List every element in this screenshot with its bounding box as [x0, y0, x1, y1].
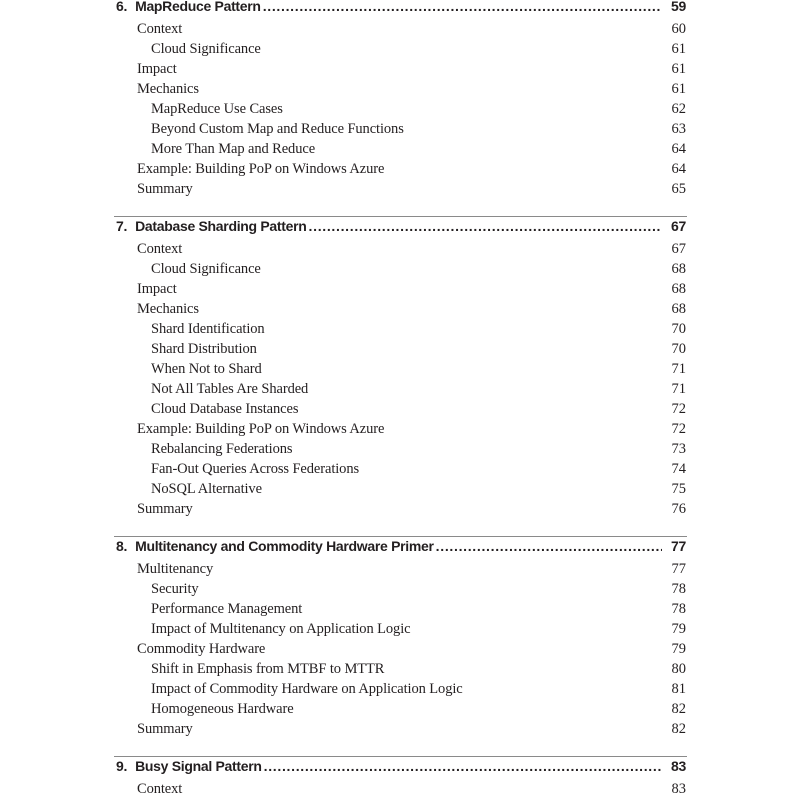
entry-page-number: 79	[671, 621, 686, 637]
entry-page-number: 73	[671, 441, 686, 457]
entry-title: Example: Building PoP on Windows Azure	[137, 421, 385, 437]
entry-title: Shard Distribution	[151, 341, 257, 357]
entry-page-number: 71	[671, 361, 686, 377]
chapter-number: 9.	[116, 758, 128, 774]
entry-page-number: 70	[671, 341, 686, 357]
entry-page-number: 79	[671, 641, 686, 657]
entry-title: Summary	[137, 181, 193, 197]
entry-page-number: 72	[671, 421, 686, 437]
entry-page-number: 82	[671, 721, 686, 737]
entry-page-number: 68	[671, 281, 686, 297]
entry-page-number: 65	[671, 181, 686, 197]
entry-page-number: 61	[671, 41, 686, 57]
entry-title: More Than Map and Reduce	[151, 141, 316, 157]
entry-title: Mechanics	[137, 301, 199, 317]
chapter-divider	[114, 536, 687, 537]
entry-title: Rebalancing Federations	[151, 441, 293, 457]
entry-title: Fan-Out Queries Across Federations	[151, 461, 360, 477]
entry-page-number: 68	[671, 261, 686, 277]
entry-title: Example: Building PoP on Windows Azure	[137, 161, 385, 177]
entry-page-number: 70	[671, 321, 686, 337]
entry-page-number: 80	[671, 661, 686, 677]
entry-page-number: 81	[671, 681, 686, 697]
entry-title: Mechanics	[137, 81, 199, 97]
entry-title: Cloud Database Instances	[151, 401, 299, 417]
chapter-heading[interactable]	[116, 758, 686, 780]
dot-leader	[309, 218, 662, 234]
chapter-number: 6.	[116, 0, 128, 14]
entry-page-number: 64	[671, 161, 686, 177]
entry-title: Cloud Significance	[151, 41, 261, 57]
entry-title: Beyond Custom Map and Reduce Functions	[151, 121, 404, 137]
entry-page-number: 77	[671, 561, 686, 577]
chapter-heading[interactable]	[116, 538, 686, 560]
entry-page-number: 83	[671, 781, 686, 797]
chapter-page-number: 59	[671, 0, 686, 14]
dot-leader	[263, 0, 662, 14]
entry-page-number: 64	[671, 141, 686, 157]
chapter-title: Multitenancy and Commodity Hardware Primer	[135, 538, 434, 554]
entry-page-number: 63	[671, 121, 686, 137]
chapter-divider	[114, 216, 687, 217]
entry-page-number: 82	[671, 701, 686, 717]
chapter-title: Busy Signal Pattern	[135, 758, 262, 774]
entry-title: Context	[137, 241, 183, 257]
entry-title: Homogeneous Hardware	[151, 701, 294, 717]
entry-page-number: 68	[671, 301, 686, 317]
entry-title: Not All Tables Are Sharded	[151, 381, 309, 397]
entry-page-number: 62	[671, 101, 686, 117]
toc-entry[interactable]	[0, 181, 800, 209]
entry-page-number: 72	[671, 401, 686, 417]
entry-title: Multitenancy	[137, 561, 214, 577]
entry-title: NoSQL Alternative	[151, 481, 262, 497]
entry-page-number: 76	[671, 501, 686, 517]
entry-title: Commodity Hardware	[137, 641, 266, 657]
entry-page-number: 67	[671, 241, 686, 257]
entry-title: Cloud Significance	[151, 261, 261, 277]
entry-page-number: 78	[671, 601, 686, 617]
entry-title: Impact	[137, 61, 177, 77]
chapter-page-number: 77	[671, 538, 686, 554]
entry-title: Impact of Commodity Hardware on Application Logic	[151, 681, 463, 697]
entry-page-number: 60	[671, 21, 686, 37]
entry-page-number: 78	[671, 581, 686, 597]
chapter-number: 8.	[116, 538, 128, 554]
entry-page-number: 61	[671, 61, 686, 77]
toc-entry[interactable]	[0, 721, 800, 749]
entry-page-number: 74	[671, 461, 686, 477]
entry-title: Security	[151, 581, 199, 597]
chapter-heading[interactable]	[116, 218, 686, 240]
chapter-divider	[114, 756, 687, 757]
entry-title: Context	[137, 21, 183, 37]
entry-title: Summary	[137, 501, 193, 517]
chapter-heading[interactable]	[116, 0, 686, 20]
entry-title: Impact of Multitenancy on Application Logic	[151, 621, 411, 637]
entry-title: Shard Identification	[151, 321, 265, 337]
entry-title: Impact	[137, 281, 177, 297]
entry-page-number: 61	[671, 81, 686, 97]
entry-title: Performance Management	[151, 601, 303, 617]
entry-page-number: 71	[671, 381, 686, 397]
dot-leader	[436, 538, 662, 554]
entry-title: Summary	[137, 721, 193, 737]
entry-title: Shift in Emphasis from MTBF to MTTR	[151, 661, 385, 677]
chapter-title: MapReduce Pattern	[135, 0, 261, 14]
toc-entry[interactable]	[0, 781, 800, 809]
chapter-title: Database Sharding Pattern	[135, 218, 307, 234]
entry-title: MapReduce Use Cases	[151, 101, 283, 117]
chapter-number: 7.	[116, 218, 128, 234]
chapter-page-number: 83	[671, 758, 686, 774]
entry-title: When Not to Shard	[151, 361, 262, 377]
chapter-page-number: 67	[671, 218, 686, 234]
entry-title: Context	[137, 781, 183, 797]
dot-leader	[264, 758, 662, 774]
entry-page-number: 75	[671, 481, 686, 497]
toc-entry[interactable]	[0, 501, 800, 529]
